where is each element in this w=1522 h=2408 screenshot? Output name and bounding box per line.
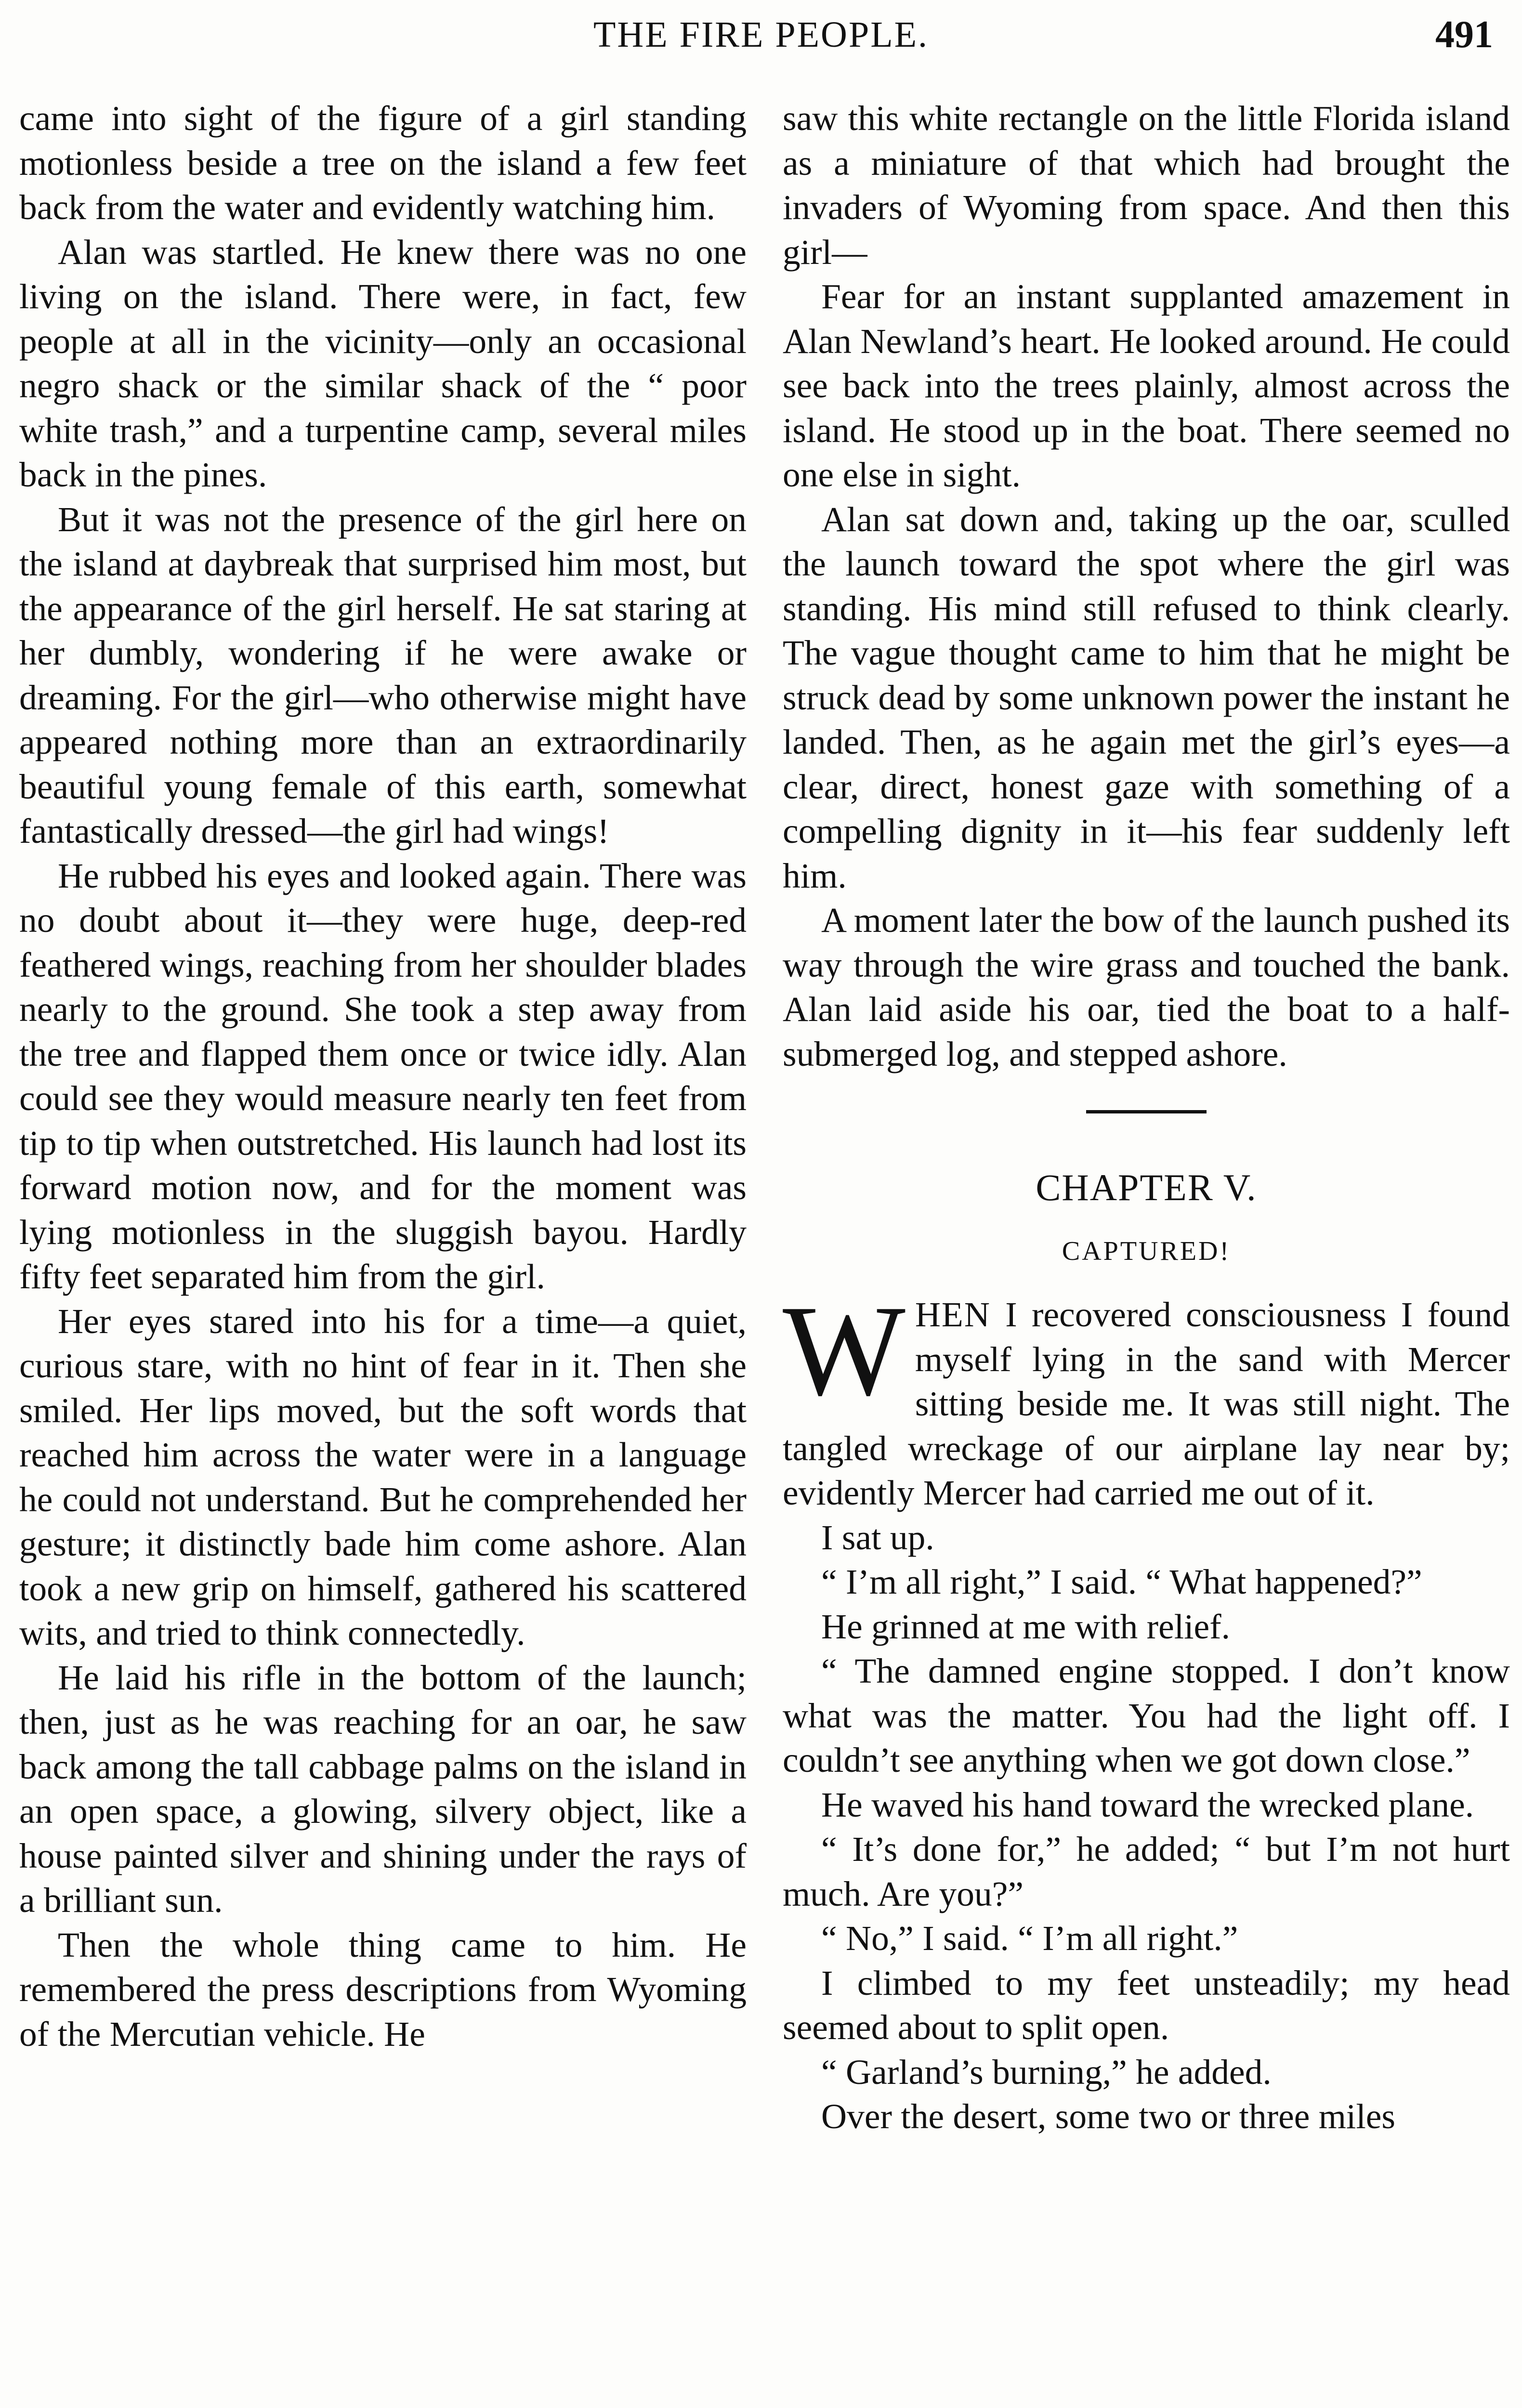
paragraph: Her eyes stared into his for a time—a quiet, curious stare, with no hint of fear in it. Then she smiled. Her lips moved, but the soft words that reached him across the water were in a language he could not understand. But he comprehended her gesture; it distinctly bade him come ashore. Alan took a new grip on himself, gathered his scattered wits, and tried to think connectedly. (19, 1301, 747, 1652)
chapter-subtitle: CAPTURED! (1062, 1236, 1231, 1266)
paragraph: A moment later the bow of the launch pushed its way through the wire grass and touched the bank. Alan laid aside his oar, tied the boat to a half-submerged log, and stepped ashore. (783, 901, 1510, 1073)
chapter-opening-paragraph (783, 1279, 1510, 1516)
paragraph: came into sight of the figure of a girl standing motionless beside a tree on the island a few feet back from the water and evidently watching him. (19, 99, 747, 227)
paragraph: “ No,” I said. “ I’m all right.” (821, 1919, 1238, 1958)
running-head (19, 6, 1503, 64)
chapter-heading: CHAPTER V. (1036, 1166, 1257, 1208)
paragraph: “ I’m all right,” I said. “ What happened?” (821, 1562, 1422, 1601)
paragraph: Then the whole thing came to him. He remembered the press descriptions from Wyoming of the Mercutian vehicle. He (19, 1925, 747, 2054)
paragraph: “ It’s done for,” he added; “ but I’m not hurt much. Are you?” (783, 1830, 1510, 1913)
paragraph: Alan was startled. He knew there was no one living on the island. There were, in fact, few people at all in the vicinity—only an occasional negro shack or the similar shack of the “ poor white trash,” and a turpentine camp, several miles back in the pines. (19, 232, 747, 494)
paragraph: Alan sat down and, taking up the oar, sculled the launch toward the spot where the girl was standing. His mind still refused to think clearly. The vague thought came to him that he might be struck dead by some unknown power the instant he landed. Then, as he again met the girl’s eyes—a clear, direct, honest gaze with something of a compelling dignity in it—his fear suddenly left him. (783, 499, 1510, 895)
page-number: 491 (1435, 13, 1493, 56)
paragraph: He laid his rifle in the bottom of the launch; then, just as he was reaching for an oar, he saw back among the tall cabbage palms on the island in an open space, a glowing, silvery object, like a house painted silver and shining under the rays of a brilliant sun. (19, 1658, 747, 1920)
opening-text: I recovered consciousness I found myself lying in the sand with Mercer sitting beside me. It was still night. The tangled wreckage of our airplane lay near by; evidently Mercer had carried me out of it. (783, 1295, 1510, 1512)
right-column (783, 96, 1510, 2139)
paragraph: Fear for an instant supplanted amazement in Alan Newland’s heart. He looked around. He could see back into the trees plainly, almost across the island. He stood up in the boat. There seemed no one else in sight. (783, 277, 1510, 494)
section-divider (1086, 1110, 1207, 1113)
paragraph: I climbed to my feet unsteadily; my head seemed about to split open. (783, 1963, 1510, 2047)
paragraph: He rubbed his eyes and looked again. There was no doubt about it—they were huge, deep-red feathered wings, reaching from her shoulder blades nearly to the ground. She took a step away from the tree and flapped them once or twice idly. Alan could see they would measure nearly ten feet from tip to tip when outstretched. His launch had lost its forward motion now, and for the moment was lying motionless in the sluggish bayou. Hardly fifty feet separated him from the girl. (19, 856, 747, 1296)
running-title: THE FIRE PEOPLE. (593, 14, 929, 55)
paragraph: He grinned at me with relief. (821, 1607, 1231, 1646)
left-column (19, 96, 747, 2056)
paragraph: He waved his hand toward the wrecked plane. (821, 1785, 1474, 1824)
paragraph: “ Garland’s burning,” he added. (821, 2052, 1272, 2092)
paragraph: “ The damned engine stopped. I don’t know what was the matter. You had the light off. I couldn’t see anything when we got down close.” (783, 1651, 1510, 1780)
paragraph: saw this white rectangle on the little Florida island as a miniature of that which had brought the invaders of Wyoming from space. And then this girl— (783, 99, 1510, 272)
drop-cap: W (783, 1279, 905, 1423)
paragraph: But it was not the presence of the girl here on the island at daybreak that surprised him most, but the appearance of the girl herself. He sat staring at her dumbly, wondering if he were awake or dreaming. For the girl—who otherwise might have appeared nothing more than an extraordinarily beautiful young female of this earth, somewhat fantastically dressed—the girl had wings! (19, 499, 747, 851)
paragraph: I sat up. (821, 1518, 934, 1557)
paragraph: Over the desert, some two or three miles (821, 2097, 1395, 2136)
opening-caps: HEN (915, 1295, 991, 1334)
